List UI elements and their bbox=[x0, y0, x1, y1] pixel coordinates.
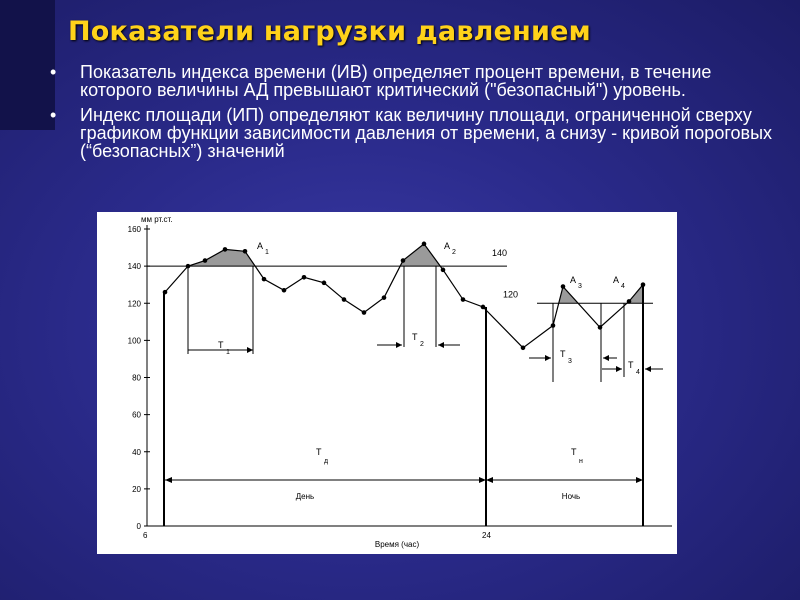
interval-arrow-t4-left-head bbox=[616, 366, 622, 372]
interval-label-t4 bbox=[628, 360, 640, 376]
data-point-7 bbox=[282, 288, 287, 293]
threshold-label-day: 140 bbox=[492, 248, 508, 259]
y-tick-label-160: 160 bbox=[127, 225, 141, 234]
bullet-item-area-index bbox=[50, 106, 780, 160]
x-tick-label-24: 24 bbox=[482, 531, 491, 540]
corner-decoration bbox=[0, 0, 55, 130]
chart-panel bbox=[97, 212, 677, 554]
data-point-16 bbox=[461, 297, 466, 302]
period-arrow-day-left bbox=[165, 477, 172, 483]
x-axis-title: Время (час) bbox=[374, 540, 420, 549]
y-tick-label-120: 120 bbox=[127, 299, 141, 309]
bullet-text-time-index: Показатель индекса времени (ИВ) определяет процент времени, в течение которого величины АД превышают критический ("безопасный") уровень. bbox=[80, 62, 712, 100]
data-point-1 bbox=[163, 290, 168, 295]
period-arrow-night-left bbox=[486, 477, 493, 483]
area-label-a3-main: А bbox=[570, 275, 577, 285]
data-point-6 bbox=[262, 277, 267, 282]
slide-title: Показатели нагрузки давлением bbox=[68, 16, 591, 47]
data-point-18 bbox=[521, 346, 526, 351]
data-point-5 bbox=[243, 249, 248, 254]
area-label-a3 bbox=[570, 275, 582, 290]
interval-label-t4-main: Т bbox=[628, 360, 634, 370]
period-label-night-index-sub: н bbox=[579, 458, 583, 465]
period-label-day-index-main: Т bbox=[316, 447, 322, 457]
x-tick-label-6: 6 bbox=[143, 531, 148, 540]
period-label-night-index-main: Т bbox=[571, 447, 577, 457]
area-label-a4-main: А bbox=[613, 275, 620, 285]
interval-arrow-t3-left-head bbox=[545, 355, 551, 361]
data-point-15 bbox=[441, 268, 446, 273]
data-point-22 bbox=[627, 299, 632, 304]
bullet-item-time-index bbox=[50, 63, 780, 99]
interval-arrow-t4-right-head bbox=[645, 366, 651, 372]
area-label-a4 bbox=[613, 275, 625, 290]
area-label-a2 bbox=[444, 241, 456, 256]
area-label-a1-sub: 1 bbox=[265, 249, 269, 256]
interval-label-t2-main: Т bbox=[412, 332, 418, 342]
y-tick-label-140: 140 bbox=[127, 262, 141, 272]
data-point-14 bbox=[422, 242, 427, 247]
y-tick-label-60: 60 bbox=[132, 410, 141, 420]
data-point-11 bbox=[362, 310, 367, 315]
bullet-text-area-index: Индекс площади (ИП) определяют как величину площади, ограниченной сверху графиком функции зависимости давления от времени, а снизу - кривой пороговых (“безопасных”) значений bbox=[80, 105, 773, 161]
y-tick-label-100: 100 bbox=[127, 336, 141, 346]
y-tick-label-80: 80 bbox=[132, 373, 141, 383]
area-label-a2-main: А bbox=[444, 241, 451, 251]
data-point-3 bbox=[203, 258, 208, 263]
data-point-21 bbox=[598, 325, 603, 330]
y-tick-label-0: 0 bbox=[136, 522, 141, 531]
data-point-17 bbox=[481, 305, 486, 310]
y-tick-label-40: 40 bbox=[132, 447, 141, 457]
interval-label-t4-sub: 4 bbox=[636, 369, 640, 376]
period-arrow-night-right bbox=[636, 477, 643, 483]
y-tick-label-20: 20 bbox=[132, 484, 141, 494]
data-point-13 bbox=[401, 258, 406, 263]
data-point-12 bbox=[382, 295, 387, 300]
interval-label-t3-main: Т bbox=[560, 349, 566, 359]
bullet-marker: • bbox=[50, 62, 57, 82]
data-point-4 bbox=[223, 247, 228, 252]
data-point-19 bbox=[551, 323, 556, 328]
period-arrow-day-right bbox=[479, 477, 486, 483]
threshold-label-night: 120 bbox=[503, 289, 519, 300]
interval-arrow-t2-right-head bbox=[438, 342, 444, 348]
area-label-a3-sub: 3 bbox=[578, 283, 582, 290]
data-point-9 bbox=[322, 281, 327, 286]
blood-pressure-chart bbox=[97, 212, 677, 554]
data-point-20 bbox=[561, 284, 566, 289]
bullet-marker: • bbox=[50, 105, 57, 125]
data-point-23 bbox=[641, 282, 646, 287]
period-name-night: Ночь bbox=[561, 492, 581, 501]
interval-label-t1-main: Т bbox=[218, 340, 224, 350]
area-label-a2-sub: 2 bbox=[452, 249, 456, 256]
area-label-a4-sub: 4 bbox=[621, 283, 625, 290]
interval-arrow-t2-left-head bbox=[396, 342, 402, 348]
bullet-list bbox=[50, 63, 780, 167]
y-axis-title: мм рт.ст. bbox=[141, 215, 173, 224]
data-point-8 bbox=[302, 275, 307, 280]
data-point-10 bbox=[342, 297, 347, 302]
area-label-a1 bbox=[257, 241, 269, 256]
period-label-day-index-sub: д bbox=[324, 458, 329, 465]
interval-label-t2 bbox=[412, 332, 424, 348]
interval-label-t1 bbox=[218, 340, 230, 356]
period-name-day: День bbox=[295, 492, 315, 501]
interval-arrow-t1-head bbox=[247, 347, 253, 353]
interval-label-t2-sub: 2 bbox=[420, 341, 424, 348]
interval-arrow-t3-right-head bbox=[603, 355, 609, 361]
period-label-night-index bbox=[571, 447, 583, 465]
data-point-2 bbox=[186, 264, 191, 269]
period-label-day-index bbox=[316, 447, 328, 465]
area-label-a1-main: А bbox=[257, 241, 264, 251]
interval-label-t3 bbox=[560, 349, 572, 365]
interval-label-t1-sub: 1 bbox=[226, 349, 230, 356]
interval-label-t3-sub: 3 bbox=[568, 358, 572, 365]
